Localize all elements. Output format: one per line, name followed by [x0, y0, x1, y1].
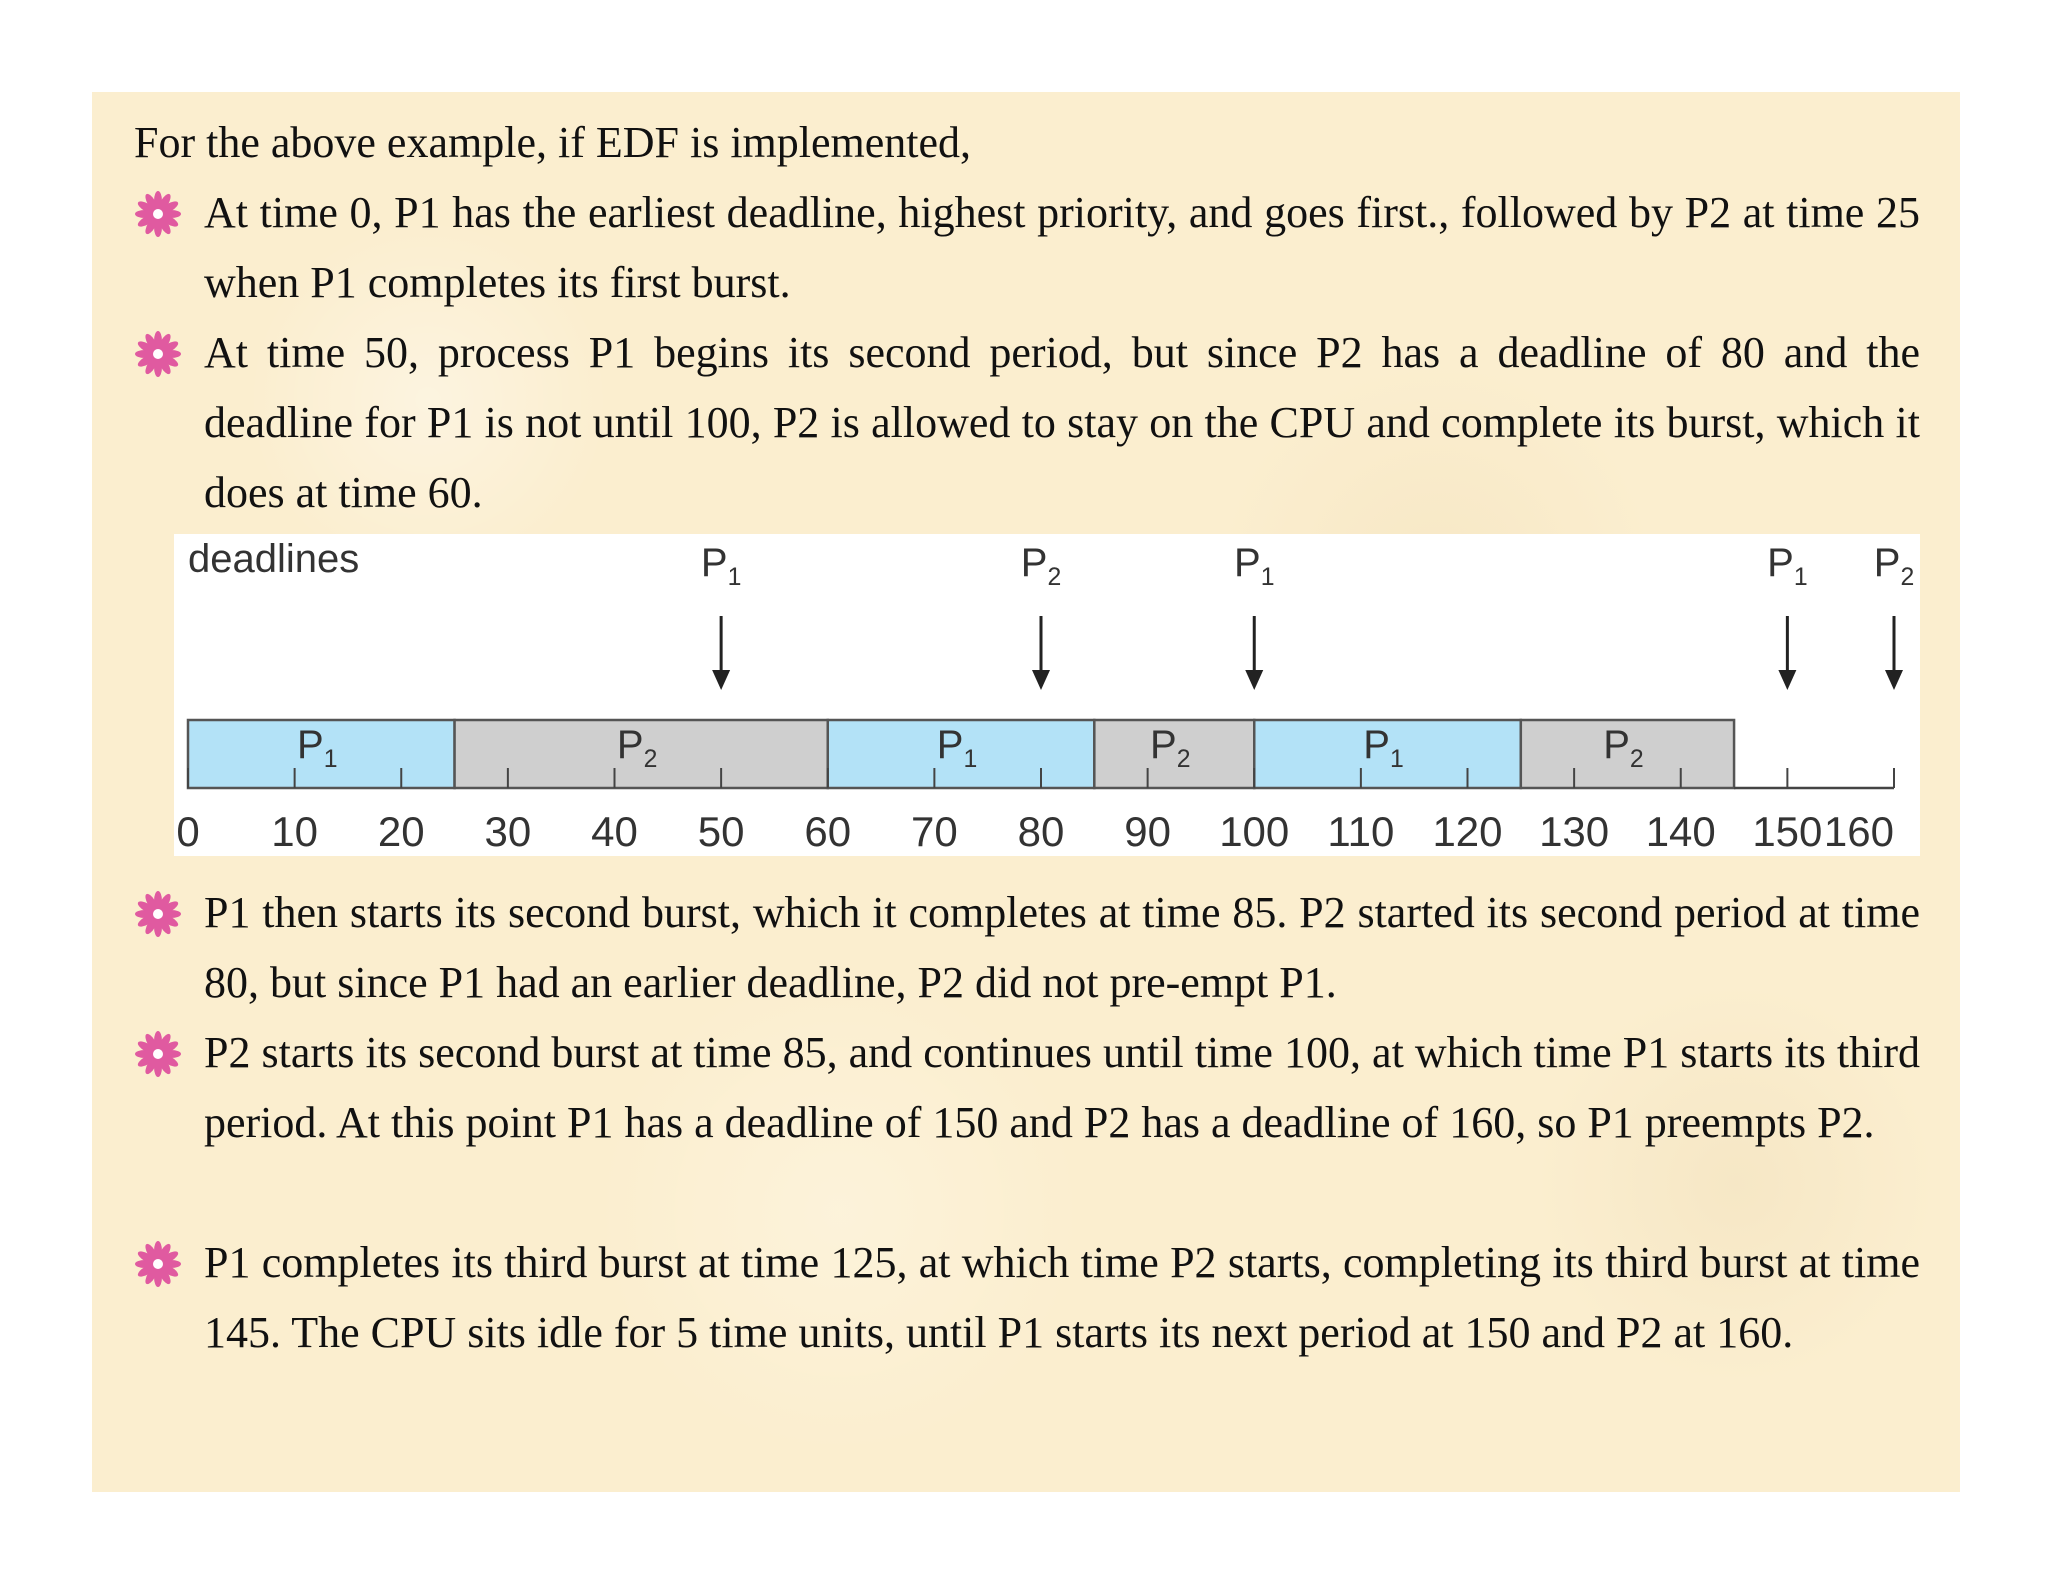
- axis-tick-label: 90: [1124, 808, 1171, 855]
- bullet-item: [134, 1018, 1920, 1158]
- bullet-item: [134, 878, 1920, 1018]
- deadline-arrow-head: [712, 670, 730, 690]
- pink-flower-bullet-icon: [134, 890, 182, 938]
- block-label: $P_2$: [1150, 723, 1191, 773]
- block-label: $P_1$: [297, 723, 338, 773]
- bullet-text: At time 0, P1 has the earliest deadline, highest priority, and goes first., followed by P2 at time 25 when P1 completes its first burst.: [204, 188, 1920, 307]
- deadlines-label: deadlines: [188, 537, 360, 581]
- deadline-arrow-head: [1245, 670, 1263, 690]
- gantt-chart-svg: [174, 534, 1920, 856]
- axis-tick-label: 20: [377, 808, 425, 855]
- pink-flower-bullet-icon: [134, 1030, 182, 1078]
- deadline-label: $P_2$: [1020, 541, 1062, 591]
- deadline-arrow-head: [1885, 670, 1903, 690]
- axis-tick-label: 100: [1219, 808, 1290, 855]
- block-label: $P_1$: [936, 723, 978, 773]
- block-label: $P_1$: [1363, 723, 1404, 773]
- bullet-item: [134, 318, 1920, 528]
- axis-tick-label: 60: [804, 808, 852, 855]
- axis-tick-label: 10: [271, 808, 318, 855]
- axis-tick-label: 110: [1327, 808, 1395, 855]
- pink-flower-bullet-icon: [134, 190, 182, 238]
- block-label: $P_2$: [616, 723, 658, 773]
- deadline-label: $P_2$: [1873, 541, 1915, 591]
- axis-tick-label: 80: [1017, 808, 1065, 855]
- deadline-label: $P_1$: [1234, 541, 1275, 591]
- bullet-text: At time 50, process P1 begins its second period, but since P2 has a deadline of 80 and the deadline for P1 is not until 100, P2 is allowed to stay on the CPU and complete its burst, which it does at time 60.: [204, 328, 1920, 517]
- axis-tick-label: 30: [484, 808, 532, 855]
- axis-tick-label: 130: [1539, 808, 1610, 855]
- axis-tick-label: 50: [697, 808, 745, 855]
- axis-tick-label: 70: [911, 808, 958, 855]
- pink-flower-bullet-icon: [134, 1240, 182, 1288]
- bullet-item: [134, 178, 1920, 318]
- edf-gantt-diagram: [174, 534, 1920, 856]
- bullet-text: P1 completes its third burst at time 125, at which time P2 starts, completing its third burst at time 145. The CPU sits idle for 5 time units, until P1 starts its next period at 150 and P2 at 160.: [204, 1238, 1920, 1357]
- pink-flower-bullet-icon: [134, 330, 182, 378]
- block-label: $P_2$: [1603, 723, 1644, 773]
- axis-tick-label: 40: [591, 808, 638, 855]
- axis-tick-label: 0: [176, 808, 200, 855]
- axis-tick-label: 160: [1823, 808, 1894, 855]
- axis-tick-label: 140: [1645, 808, 1716, 855]
- intro-text: For the above example, if EDF is implemented,: [134, 118, 972, 167]
- axis-tick-label: 120: [1432, 808, 1503, 855]
- bullet-text: P2 starts its second burst at time 85, and continues until time 100, at which time P1 starts its third period. At this point P1 has a deadline of 150 and P2 has a deadline of 160, so P1 preempts P2.: [204, 1028, 1920, 1147]
- deadline-arrow-head: [1778, 670, 1796, 690]
- deadline-arrow-head: [1032, 670, 1050, 690]
- axis-tick-label: 150: [1752, 808, 1823, 855]
- bullet-item: [134, 1228, 1920, 1368]
- deadline-label: $P_1$: [1767, 541, 1808, 591]
- deadline-label: $P_1$: [700, 541, 742, 591]
- bullet-text: P1 then starts its second burst, which it completes at time 85. P2 started its second period at time 80, but since P1 had an earlier deadline, P2 did not pre-empt P1.: [204, 888, 1920, 1007]
